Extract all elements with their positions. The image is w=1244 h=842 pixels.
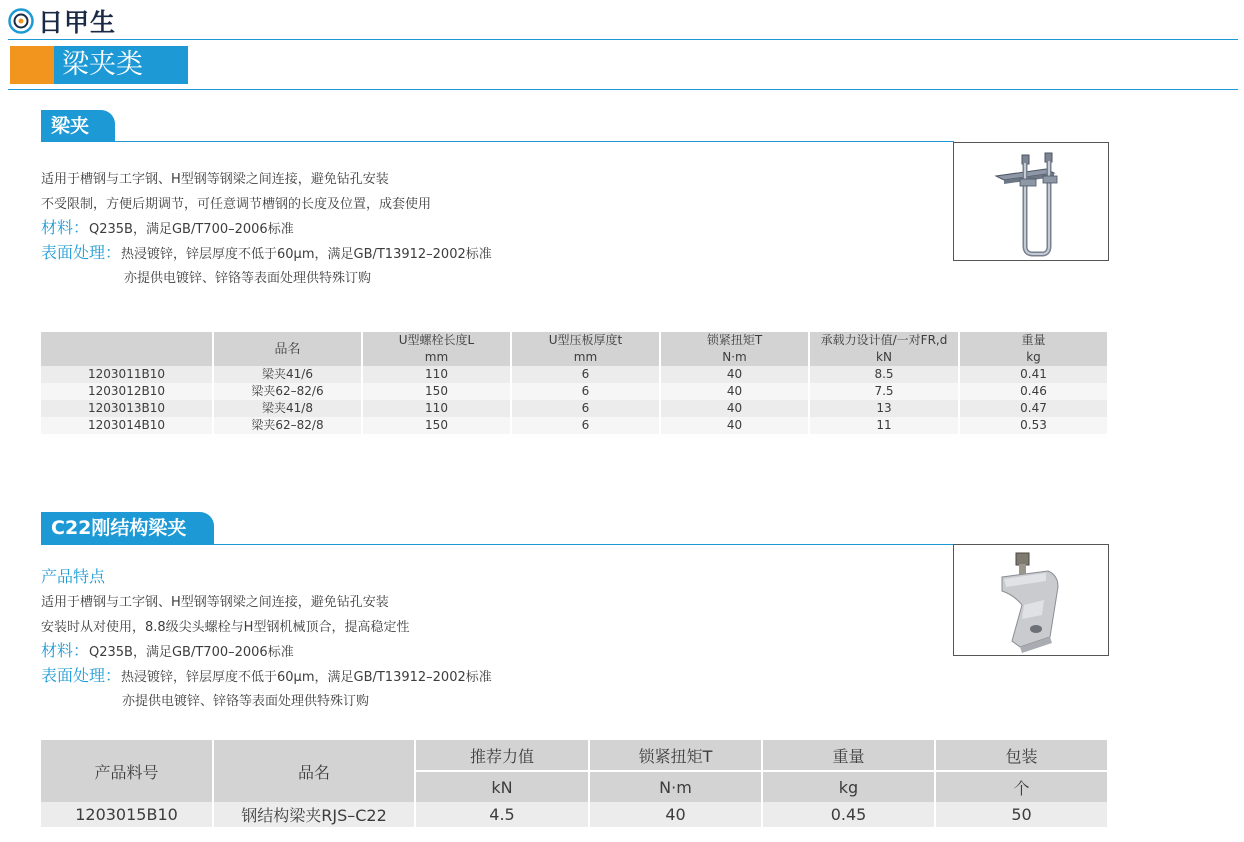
table-cell: 4.5 [415, 802, 589, 827]
table-cell: 13 [809, 400, 959, 417]
table-header-cell: 重量 [959, 332, 1108, 349]
table-cell: 6 [511, 400, 660, 417]
table-cell: 1203014B10 [41, 417, 213, 434]
section2-surface-extra: 亦提供电镀锌、锌铬等表面处理供特殊订购 [122, 694, 370, 709]
table-cell: 6 [511, 366, 660, 383]
section1-surface-value: 热浸镀锌，锌层厚度不低于60μm，满足GB/T13912–2002标准 [121, 247, 492, 262]
table-cell: 40 [660, 383, 809, 400]
table-unit-cell: mm [511, 349, 660, 366]
table-cell: 50 [935, 802, 1108, 827]
section1-material [41, 215, 294, 238]
table-cell: 0.41 [959, 366, 1108, 383]
table-unit-cell: kN [809, 349, 959, 366]
section2-description-2: 安装时从对使用，8.8级尖头螺栓与H型钢机械顶合，提高稳定性 [41, 620, 410, 635]
brand-logo-icon [8, 8, 34, 34]
table-cell: 6 [511, 417, 660, 434]
table-cell: 6 [511, 383, 660, 400]
table-row [41, 400, 1108, 417]
section1-description-2: 不受限制，方便后期调节，可任意调节槽钢的长度及位置，成套使用 [41, 197, 432, 212]
table-header-cell: 产品料号 [41, 740, 213, 802]
table-cell: 40 [589, 802, 762, 827]
section1-surface [41, 240, 492, 263]
table-cell: 0.45 [762, 802, 935, 827]
table-unit-cell: kg [959, 349, 1108, 366]
table-cell: 40 [660, 417, 809, 434]
table-cell: 1203015B10 [41, 802, 213, 827]
section1-description-1: 适用于槽钢与工字钢、H型钢等钢梁之间连接，避免钻孔安装 [41, 172, 389, 187]
section2-title-tab: C22刚结构梁夹 [41, 512, 214, 544]
table-cell: 1203011B10 [41, 366, 213, 383]
table-header-cell: 承载力设计值/一对FR,d [809, 332, 959, 349]
c22-clamp-illustration [954, 545, 1108, 655]
section1-surface-extra: 亦提供电镀锌、锌铬等表面处理供特殊订购 [124, 271, 372, 286]
table-cell: 11 [809, 417, 959, 434]
category-divider [8, 89, 1238, 90]
c22-clamp-product-image [953, 544, 1109, 656]
table-cell: 梁夹62–82/6 [213, 383, 362, 400]
section1-title-tab: 梁夹 [41, 110, 115, 142]
table-header-cell: U型螺栓长度L [362, 332, 511, 349]
beam-clamp-illustration [954, 143, 1108, 260]
table-cell: 7.5 [809, 383, 959, 400]
table-unit-cell: kg [762, 771, 935, 802]
table-cell: 1203012B10 [41, 383, 213, 400]
beam-clamp-product-image [953, 142, 1109, 261]
section2-surface-label: 表面处理： [41, 666, 122, 685]
table-header-cell: 锁紧扭矩T [589, 740, 762, 771]
table-header-cell [41, 332, 213, 366]
section2-surface [41, 663, 492, 686]
table-row [41, 366, 1108, 383]
table-unit-cell: mm [362, 349, 511, 366]
category-title: 梁夹类 [54, 46, 188, 84]
table-row [41, 383, 1108, 400]
section2-divider [41, 544, 954, 545]
section1-divider [41, 141, 954, 142]
table-header-cell: 推荐力值 [415, 740, 589, 771]
table-cell: 40 [660, 400, 809, 417]
table-cell: 梁夹62–82/8 [213, 417, 362, 434]
table-header-cell: 锁紧扭矩T [660, 332, 809, 349]
table-header-cell: 包装 [935, 740, 1108, 771]
table-header-cell: 重量 [762, 740, 935, 771]
table-header-cell: U型压板厚度t [511, 332, 660, 349]
table-cell: 8.5 [809, 366, 959, 383]
table-cell: 钢结构梁夹RJS–C22 [213, 802, 415, 827]
category-accent-block [10, 46, 54, 84]
section1-material-value: Q235B，满足GB/T700–2006标准 [89, 222, 294, 237]
brand-logo [8, 6, 116, 36]
section2-material-value: Q235B，满足GB/T700–2006标准 [89, 645, 294, 660]
section2-features-title: 产品特点 [41, 567, 106, 586]
table-unit-cell: kN [415, 771, 589, 802]
brand-name: 日甲生 [38, 8, 117, 37]
section2-spec-table [41, 740, 1109, 827]
table-row [41, 417, 1108, 434]
table-unit-cell: N·m [589, 771, 762, 802]
table-cell: 0.53 [959, 417, 1108, 434]
table-row [41, 802, 1108, 827]
section1-surface-label: 表面处理： [41, 243, 122, 262]
table-cell: 0.46 [959, 383, 1108, 400]
table-cell: 110 [362, 366, 511, 383]
table-cell: 40 [660, 366, 809, 383]
table-cell: 150 [362, 417, 511, 434]
section1-material-label: 材料： [41, 218, 90, 237]
header-divider [8, 39, 1238, 40]
table-header-row [41, 332, 1108, 349]
section2-material-label: 材料： [41, 641, 90, 660]
section2-material [41, 638, 294, 661]
table-cell: 110 [362, 400, 511, 417]
table-unit-cell: 个 [935, 771, 1108, 802]
table-cell: 0.47 [959, 400, 1108, 417]
table-cell: 梁夹41/8 [213, 400, 362, 417]
table-cell: 150 [362, 383, 511, 400]
table-header-cell: 品名 [213, 740, 415, 802]
table-header-row [41, 740, 1108, 771]
section1-spec-table [41, 332, 1109, 434]
section2-description-1: 适用于槽钢与工字钢、H型钢等钢梁之间连接，避免钻孔安装 [41, 595, 389, 610]
table-cell: 梁夹41/6 [213, 366, 362, 383]
section2-surface-value: 热浸镀锌，锌层厚度不低于60μm，满足GB/T13912–2002标准 [121, 670, 492, 685]
table-unit-cell: N·m [660, 349, 809, 366]
table-header-cell: 品名 [213, 332, 362, 366]
table-cell: 1203013B10 [41, 400, 213, 417]
